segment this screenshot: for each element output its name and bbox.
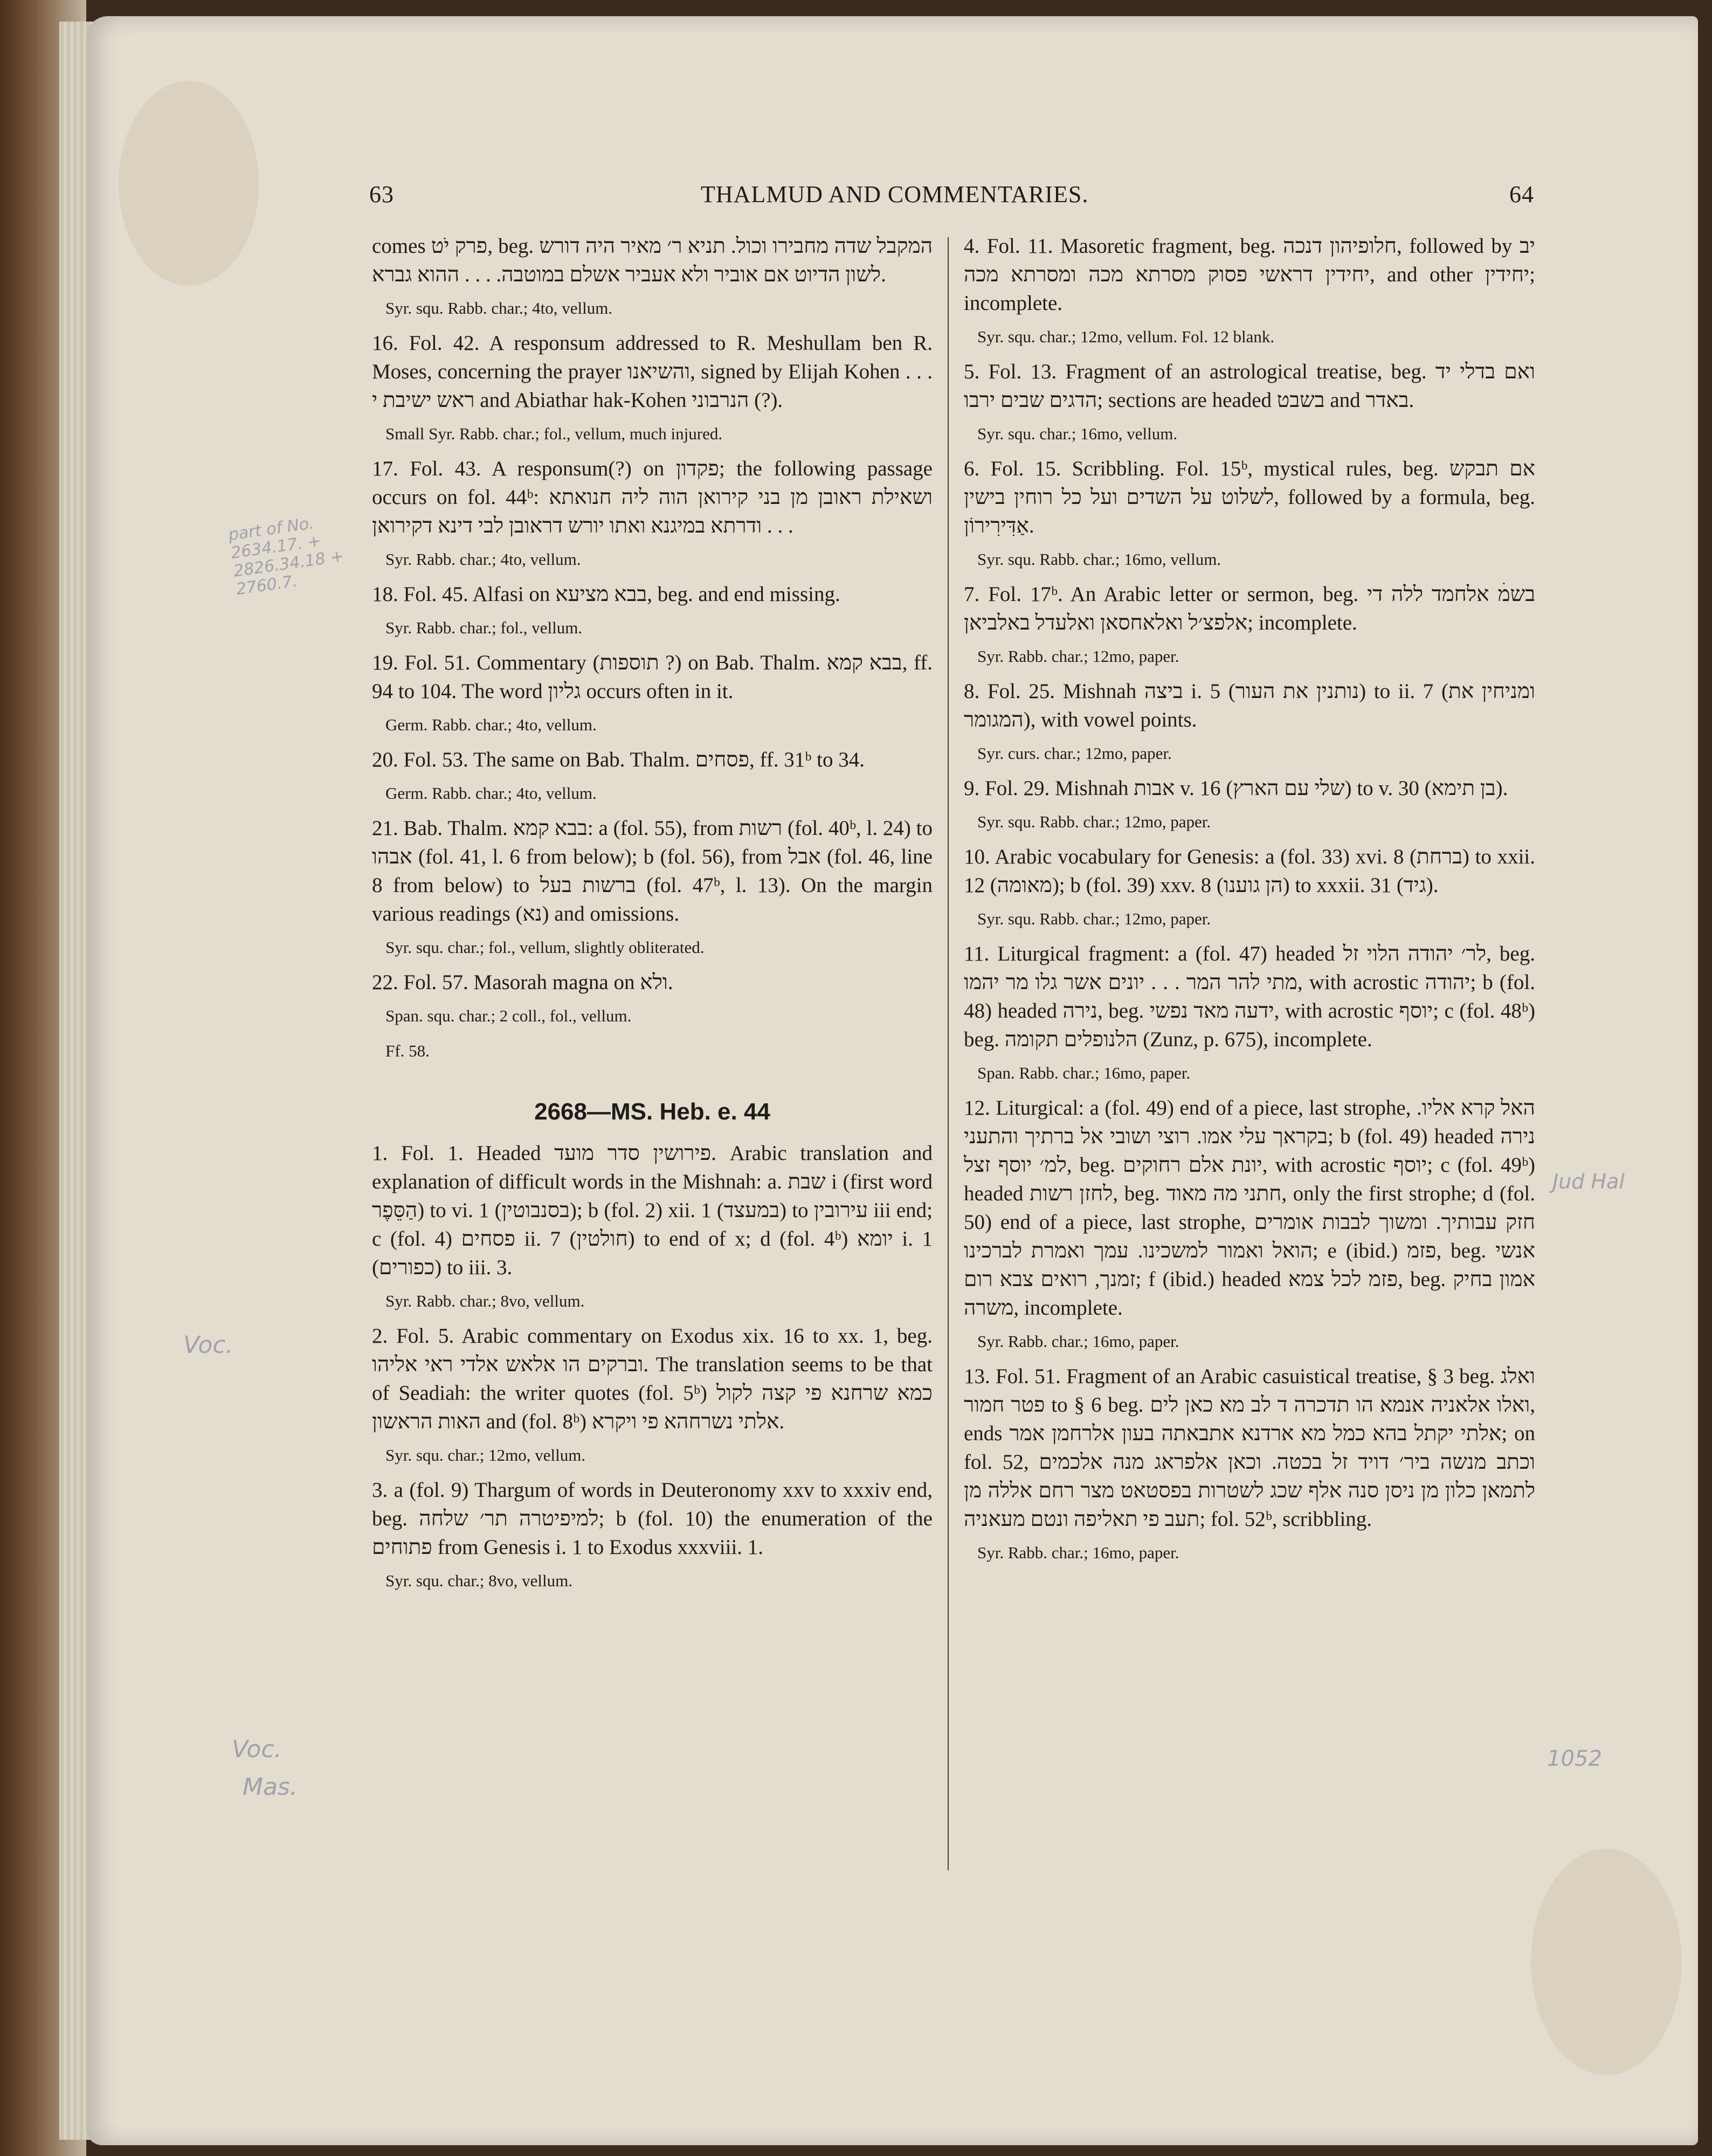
right-column [964, 232, 1535, 1573]
entry-text: 21. Bab. Thalm. בבא קמא: a (fol. 55), from רשות (fol. 40ᵇ, l. 24) to אבהו (fol. 41, l. 6 from below); b (fol. 56), from אבל (fol. 46, line 8 from below) to ברשות בעל (fol. 47ᵇ, l. 13). On the margin various readings (נא) and omissions. [372, 817, 933, 925]
margin-note: Voc. [183, 1331, 233, 1359]
left-column [372, 232, 933, 1601]
entry-text: 2. Fol. 5. Arabic commentary on Exodus xix. 16 to xx. 1, beg. וברקים הו אלאש אלדי ראי אליהו. The translation seems to be that of Seadiah: the writer quotes (fol. 5ᵇ) כמא שרחנא פי קצה לקול האות הראשון and (fol. 8ᵇ) אלתי נשרחהא פי ויקרא. [372, 1324, 933, 1433]
margin-note: part of No. 2634.17. + 2826.34.18 + 2760.7. [227, 514, 346, 599]
catalog-entry [964, 232, 1535, 349]
entry-description: Syr. curs. char.; 12mo, paper. [977, 744, 1172, 763]
entry-description: Syr. squ. Rabb. char.; 16mo, vellum. [977, 550, 1221, 569]
entry-text: 7. Fol. 17ᵇ. An Arabic letter or sermon, beg. בשמׄ אלחמד ללה די אלפצ׳ל ואלאחסאן ואלעדל באלביאן; incomplete. [964, 583, 1535, 634]
paper-stain [1531, 1849, 1682, 2075]
entry-description: Syr. squ. char.; fol., vellum, slightly obliterated. [385, 938, 705, 957]
entry-text: 18. Fol. 45. Alfasi on בבא מציעא, beg. and end missing. [372, 583, 840, 606]
entry-description: Span. squ. char.; 2 coll., fol., vellum. [385, 1006, 632, 1025]
entry-description: Syr. Rabb. char.; 8vo, vellum. [385, 1291, 585, 1310]
margin-note: Jud Hal [1552, 1170, 1625, 1193]
catalog-entry [964, 1094, 1535, 1353]
entry-text: comes פרק יֹט, beg. המקבל שדה מחבירו וכול. תניא ר׳ מאיר היה דורש לשון הדיוט אם אוביר ולא אעביר אשלם במוטבה. . . . ההוא גברא. [372, 234, 933, 286]
entry-description: Small Syr. Rabb. char.; fol., vellum, much injured. [385, 424, 723, 443]
catalog-entry [372, 329, 933, 446]
catalog-entry [372, 1139, 933, 1313]
entry-text: 8. Fol. 25. Mishnah ביצה i. 5 (נותנין את העור) to ii. 7 (ומניחין את המגומר), with vowel points. [964, 680, 1536, 731]
entry-text: 4. Fol. 11. Masoretic fragment, beg. חלופיהון דנכה, followed by יב יחידין דראשי פסוק מסרתא מכה ומסרתא מכה, and other יחידין; incomplete. [964, 234, 1535, 315]
catalog-entry [964, 454, 1535, 571]
entry-text: 11. Liturgical fragment: a (fol. 47) headed לר׳ יהודה הלוי זל, beg. מתי להר המר . . . יונים אשר גלו מר יהמו, with acrostic יהודה; b (fol. 48) headed נירה, beg. ידעה מאד נפשי, with acrostic יוסף; c (fol. 48ᵇ) beg. הלנופלים תקומה (Zunz, p. 675), incomplete. [964, 942, 1535, 1051]
manuscript-heading: 2668—MS. Heb. e. 44 [534, 1098, 770, 1125]
catalog-entry [372, 814, 933, 959]
entry-description: Germ. Rabb. char.; 4to, vellum. [385, 715, 597, 734]
entry-text: 12. Liturgical: a (fol. 49) end of a piece, last strophe, האל קרא אליו. בקראך עלי אמו. רוצי ושובי אל ברתיך והתעני; b (fol. 49) headed נירה למ׳ יוסף זצל, beg. יונת אלם רחוקים, with acrostic יוסף; c (fol. 49ᵇ) headed לחזן רשות, beg. חתני מה מאוד, only the first strophe; d (fol. 50) end of a piece, last strophe, חזק עבותיך. ומשוך לבבות אומרים הואל ואמור למשכינו. עמך ואמרת לברכינו; e (ibid.) פזמ, beg. אנשי זמנך, רואים צבא רום; f (ibid.) headed פזמ לכל צמא, beg. אמון בחיק משרה, incomplete. [964, 1096, 1536, 1319]
margin-note: Mas. [243, 1773, 298, 1801]
catalog-entry [964, 357, 1535, 446]
catalog-entry [964, 939, 1535, 1085]
entry-text: 19. Fol. 51. Commentary (תוספות ?) on Bab. Thalm. בבא קמא, ff. 94 to 104. The word גליון occurs often in it. [372, 651, 933, 703]
entry-description: Syr. Rabb. char.; 16mo, paper. [977, 1332, 1179, 1351]
entry-text: 6. Fol. 15. Scribbling. Fol. 15ᵇ, mystical rules, beg. אם תבקש לשלוט על השדים ועל כל רוחין בישין, followed by a formula, beg. אַדִּירִירוֹן. [964, 457, 1535, 537]
entry-description: Syr. Rabb. char.; 12mo, paper. [977, 647, 1179, 666]
entry-text: 9. Fol. 29. Mishnah אבות v. 16 (שלי עם הארץ) to v. 30 (בן תימא). [964, 777, 1508, 800]
entry-text: 17. Fol. 43. A responsum(?) on פקדון; the following passage occurs on fol. 44ᵇ: ושאילת ראובן מן בני קירואן הוה ליה חנואתא ודרתא במיגנא ואתו יורש דראובן לבי דינא דקירואן . . . [372, 457, 933, 537]
catalog-entry [372, 1476, 933, 1593]
entry-text: 1. Fol. 1. Headed פירושין סדר מועד. Arabic translation and explanation of difficult words in the Mishnah: a. שבת i (first word הַסֵּפֶר) to vi. 1 (בסנבוטין); b (fol. 2) xii. 1 (במעצד) to עירובין iii end; c (fol. 4) פסחים ii. 7 (חולטין) to end of x; d (fol. 4ᵇ) יומא i. 1 (כפורים) to iii. 3. [372, 1142, 933, 1279]
entry-description: Syr. squ. char.; 16mo, vellum. [977, 424, 1178, 443]
catalog-entry [372, 648, 933, 737]
entry-description: Syr. Rabb. char.; 4to, vellum. [385, 550, 581, 569]
entry-description: Syr. squ. char.; 12mo, vellum. Fol. 12 blank. [977, 327, 1275, 346]
margin-note: Voc. [232, 1736, 282, 1763]
catalog-entry [964, 842, 1535, 931]
catalog-entry [372, 580, 933, 640]
entry-text: 22. Fol. 57. Masorah magna on ולא. [372, 971, 673, 994]
folio-count: Ff. 58. [385, 1041, 430, 1060]
entry-text: 13. Fol. 51. Fragment of an Arabic casuistical treatise, § 3 beg. ואלג פטר חמור to § 6 beg. ואלו אלאניה אנמא הו תדכרה ד לב מא כאן לים, ends אלתי יקתל בהא כמל מא ארדנא אתבאתה בעון אלרחמן אמר; on fol. 52, וכתב מנשה ביר׳ דויד זל בכטה. וכאן אלפראג מנה אלכמים לתמאן כלון מן ניסן סנה אלף שכג לשטרות בפסטאט מצר רחם אללה מן תעב פי תאליפה ונטם מעאניה; fol. 52ᵇ, scribbling. [964, 1365, 1536, 1531]
catalog-entry [372, 745, 933, 805]
catalog-entry [372, 232, 933, 320]
entry-text: 10. Arabic vocabulary for Genesis: a (fol. 33) xvi. 8 (ברחת) to xxii. 12 (מאומה); b (fol. 39) xxv. 8 (הן גוענו) to xxxii. 31 (גיד). [964, 845, 1535, 897]
catalog-entry [964, 1362, 1535, 1565]
page-number-right: 64 [1509, 181, 1534, 208]
catalog-entry [964, 580, 1535, 668]
column-divider [948, 237, 949, 1870]
entry-description: Syr. squ. Rabb. char.; 12mo, paper. [977, 909, 1211, 928]
page-number-left: 63 [369, 181, 394, 208]
entry-description: Germ. Rabb. char.; 4to, vellum. [385, 784, 597, 803]
entry-description: Syr. Rabb. char.; fol., vellum. [385, 618, 583, 637]
catalog-entry [372, 1322, 933, 1467]
paper-stain [119, 81, 259, 286]
entry-description: Syr. squ. Rabb. char.; 4to, vellum. [385, 299, 613, 317]
entry-description: Syr. squ. char.; 8vo, vellum. [385, 1571, 573, 1590]
catalog-entry [964, 677, 1535, 765]
catalog-entry [372, 454, 933, 571]
entry-text: 5. Fol. 13. Fragment of an astrological treatise, beg. ואם בדלי יד הדגים שבים ירבו; sections are headed בשבט and באדר. [964, 360, 1536, 412]
entry-text: 3. a (fol. 9) Thargum of words in Deuteronomy xxv to xxxiv end, beg. למיפיטרה תר׳ שלחה; b (fol. 10) the enumeration of the פתוחים from Genesis i. 1 to Exodus xxxviii. 1. [372, 1478, 933, 1559]
entry-description: Syr. squ. char.; 12mo, vellum. [385, 1446, 586, 1464]
entry-description: Syr. Rabb. char.; 16mo, paper. [977, 1543, 1179, 1562]
entry-description: Span. Rabb. char.; 16mo, paper. [977, 1063, 1191, 1082]
margin-note: 1052 [1547, 1746, 1602, 1771]
entry-text: 20. Fol. 53. The same on Bab. Thalm. פסחים, ff. 31ᵇ to 34. [372, 748, 865, 771]
entry-text: 16. Fol. 42. A responsum addressed to R. Meshullam ben R. Moses, concerning the prayer והשיאנו, signed by Elijah Kohen . . . ראש ישיבת י and Abiathar hak-Kohen הנרבוני (?). [372, 331, 933, 412]
catalog-entry [372, 968, 933, 1028]
entry-description: Syr. squ. Rabb. char.; 12mo, paper. [977, 812, 1211, 831]
running-title: THALMUD AND COMMENTARIES. [701, 181, 1089, 208]
catalog-entry [964, 774, 1535, 834]
